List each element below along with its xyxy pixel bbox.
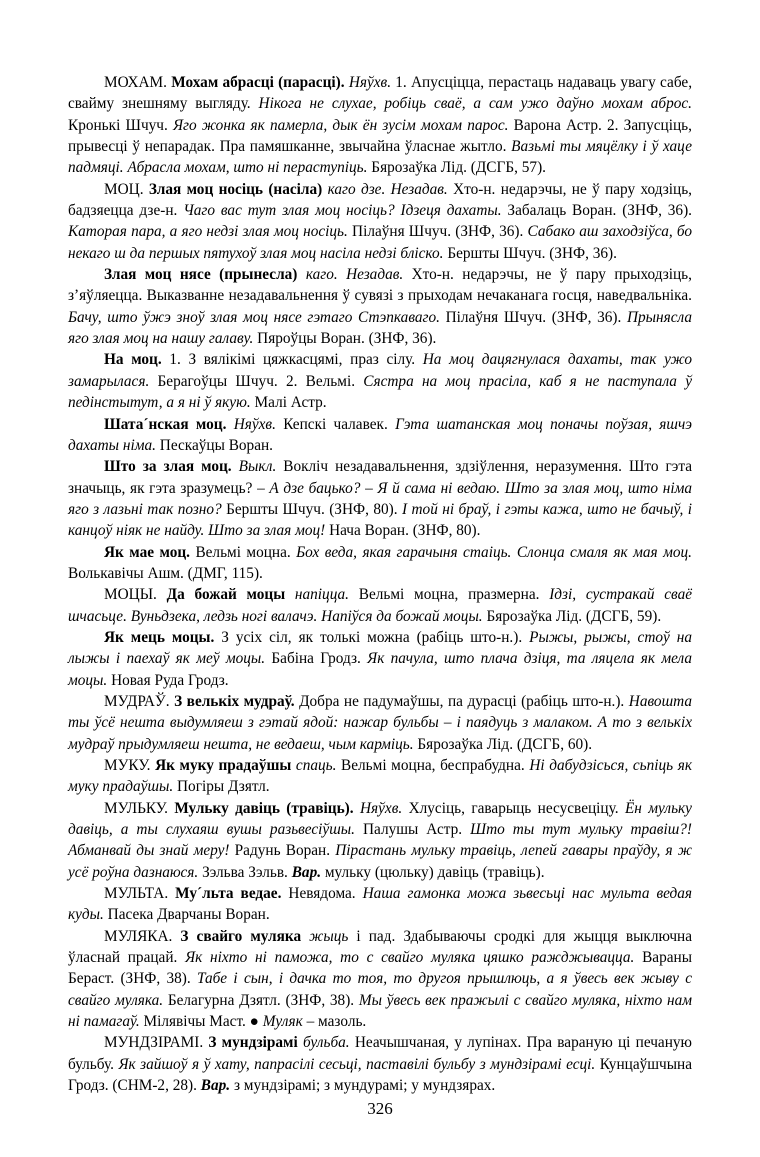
text-segment: Рыжы, рыжы, стоў на лыжы і паехаў як меў моцы. [68, 628, 692, 668]
text-segment: МУЛЬТА. [104, 885, 176, 903]
text-segment: Да божай моцы [166, 586, 295, 604]
text-segment: Яго жонка як памерла, дык ён зусім мохам парос. [172, 116, 514, 134]
dictionary-entry [68, 926, 692, 1033]
text-segment: Вар. [200, 1077, 234, 1095]
text-segment: Пілаўня Шчуч. (ЗНФ, 36). [352, 223, 528, 241]
text-segment: Нікога не слухае, робіць сваё, а сам ужо даўно мохам аброс. [258, 95, 693, 113]
text-segment: МУЛЬКУ. [104, 799, 175, 817]
text-segment: Пірастань мульку травіць, лепей гавары праўду, я ж усё роўна дазнаюся. [68, 842, 693, 881]
text-segment: Як мець моцы. [104, 628, 222, 646]
text-segment: Добра не падумаўшы, па дурасці (рабіць што-н.). [299, 692, 629, 710]
text-segment: З усіх сіл, як толькі можна (рабіць што-н.). [221, 628, 530, 646]
dictionary-entry [68, 584, 692, 627]
text-segment: Бершты Шчуч. (ЗНФ, 36). [447, 244, 617, 262]
text-segment: Наша гамонка можа зьвесьці нас мульта ведая куды. [68, 885, 693, 924]
text-segment: жыць [309, 927, 357, 945]
text-segment: Як ніхто ні паможа, то с свайго муляка цяшко ражджывацца. [185, 949, 643, 967]
text-segment: Белагурна Дзятл. (ЗНФ, 38). [167, 991, 359, 1009]
text-segment: Ні дабудзісься, сьпіць як муку прадаўшы. [68, 757, 692, 796]
text-segment: Сабако аш заходзіўса, бо некаго ш да першых пятухоў злая моц насіла недзі бліско. [68, 223, 692, 262]
text-segment: Чаго вас тут злая моц носіць? Ідзеця дахаты. [183, 202, 508, 220]
text-segment: Му´льта ведае. [175, 885, 289, 903]
text-segment: 1. Апусціцца, перастаць надаваць увагу сабе, свайму знешняму выгляду. [68, 74, 693, 113]
text-segment: МУДРАЎ. [104, 692, 175, 710]
dictionary-entry [68, 798, 692, 883]
text-segment: Няўхв. [233, 415, 284, 433]
text-segment: Вазьмі ты мяцёлку і ў хаце падмяці. Абрасла мохам, што ні пераступіць. [68, 138, 692, 177]
text-segment: І той ні браў, і гэты кажа, што не бачыў, і канцоў ніяк не найду. Што за злая моц! [68, 500, 692, 540]
text-segment: Мульку давіць (травіць). [174, 799, 360, 817]
text-segment: Хлусіць, гаварыць несусвеціцу. [408, 799, 625, 817]
text-segment: Навошта ты ўсё нешта выдумляеш з гэтай ядой: нажар бульбы – і паядуць з малаком. А то з велькіх мудраў прыдумляеш нешта, не ведаеш, чым карміць. [68, 692, 692, 753]
text-segment: Як мае моц. [104, 543, 196, 561]
text-segment: мульку (цюльку) давіць (травіць). [324, 863, 545, 881]
text-block [68, 72, 692, 1097]
text-segment: Палушы Астр. [362, 821, 471, 839]
text-segment: і пад. Здабываючы сродкі для жыцця выключна ўласнай працай. [68, 927, 692, 967]
text-segment: МУНДЗІРАМІ. [104, 1034, 209, 1052]
text-segment: Волькавічы Ашм. (ДМГ, 115). [68, 564, 263, 582]
text-segment: Злая моц нясе (прынесла) [104, 266, 306, 284]
text-segment: – А дзе бацько? – Я й сама ні ведаю. Што за злая моц, што німа яго з лазьні так позно? [68, 479, 693, 518]
text-segment: Бярозаўка Лід. (ДСГБ, 57). [371, 159, 546, 177]
text-segment: Мы ўвесь век пражылі с свайго муляка, ніхто нам ні памагаў. [68, 991, 692, 1031]
text-segment: Берагоўцы Шчуч. 2. Вельмі. [157, 372, 364, 390]
text-segment: З мундзірамі [208, 1034, 303, 1052]
text-segment: Бох веда, якая гарачыня стаіць. Слонца смаля як мая моц. [296, 543, 692, 561]
dictionary-entry [68, 349, 692, 413]
dictionary-entry [68, 264, 692, 349]
text-segment: Бярозаўка Лід. (ДСГБ, 60). [417, 735, 593, 753]
text-segment: МУЛЯКА. [104, 927, 181, 945]
dictionary-entry [68, 542, 692, 585]
text-segment: Хто-н. недарэчы, не ў пару прыходзіць, з’яўляецца. Выказванне незадавальнення ў сувязі з прыходам нечаканага госця, наведвальніка. [68, 266, 692, 305]
text-segment: Погіры Дзятл. [177, 778, 270, 796]
text-segment: Бабіна Гродз. [271, 650, 368, 668]
text-segment: МОЦЫ. [104, 586, 167, 604]
text-segment: Няўхв. [348, 74, 396, 91]
text-segment: 1. З вялікімі цяжкасцямі, праз сілу. [169, 351, 423, 369]
text-segment: Кронькі Шчуч. [68, 116, 173, 134]
text-segment: Пілаўня Шчуч. (ЗНФ, 36). [445, 308, 627, 326]
text-segment: Вельмі моцна, празмерна. [358, 586, 550, 604]
text-segment: На моц дацягнулася дахаты, так ужо замарылася. [68, 351, 692, 390]
text-segment: Вараны Бераст. (ЗНФ, 38). [68, 949, 692, 988]
text-segment: Новая Руда Гродз. [111, 671, 229, 689]
text-segment: Варона Астр. 2. Запусціць, прывесці ў непарадак. Пра памяшканне, звычайна ўласнае жытло. [68, 116, 692, 156]
text-segment: Мохам абрасці (парасці). [171, 74, 349, 91]
text-segment: – мазоль. [306, 1013, 367, 1031]
text-segment: Што за злая моц. [104, 458, 239, 476]
text-segment: Няўхв. [359, 799, 409, 817]
text-segment: Бярозаўка Лід. (ДСГБ, 59). [486, 607, 662, 625]
text-segment: Бершты Шчуч. (ЗНФ, 80). [226, 500, 402, 518]
dictionary-entry [68, 1032, 692, 1096]
text-segment: МОХАМ. [104, 74, 172, 91]
text-segment: З велькіх мудраў. [174, 692, 300, 710]
text-segment: Што ты тут мульку травіш?! Абманвай ды знай меру! [68, 821, 692, 860]
text-segment: Вельмі моцна. [195, 543, 297, 561]
text-segment: Вельмі моцна, беспрабудна. [341, 757, 530, 774]
text-segment: Каторая пара, а яго недзі злая моц носіць. [68, 223, 353, 241]
text-segment: Пяроўцы Воран. (ЗНФ, 36). [257, 330, 437, 348]
dictionary-entry [68, 691, 692, 755]
dictionary-entry [68, 883, 692, 926]
text-segment: Шата´нская моц. [104, 415, 234, 433]
text-segment: з мундзірамі; з мундурамі; у мундзярах. [233, 1077, 496, 1095]
dictionary-entry [68, 72, 692, 179]
text-segment: Як муку прадаўшы [155, 757, 296, 774]
text-segment: Прынясла яго злая моц на нашу галаву. [68, 308, 693, 348]
page-number: 326 [367, 1098, 393, 1118]
text-segment: каго. Незадав. [305, 266, 412, 284]
text-segment: Як пачула, што плача дзіця, та ляцела як мела моцы. [68, 650, 693, 689]
text-segment: Ідзі, сустракай сваё шчасьце. Вуньдзека, ледзь ногі валачэ. Напіўся да божай моцы. [68, 586, 693, 625]
text-segment: Кунцаўшчына Гродз. (СНМ-2, 28). [68, 1055, 692, 1095]
text-segment: Табе і сын, і дачка то тоя, то другоя прышлюць, а я ўвесь век жыву с свайго муляка. [68, 970, 693, 1009]
text-segment: Гэта шатанская моц поначы поўзая, яшчэ дахаты німа. [68, 415, 693, 454]
text-segment: Малі Астр. [254, 394, 327, 412]
text-segment: Нача Воран. (ЗНФ, 80). [329, 522, 481, 540]
text-segment: Неачышчаная, у лупінах. Пра вараную ці печаную бульбу. [68, 1034, 692, 1073]
dictionary-entry [68, 456, 692, 541]
text-segment: Кепскі чалавек. [283, 415, 396, 433]
text-segment: Зэльва Зэльв. [202, 863, 292, 881]
text-segment: Вар. [291, 863, 325, 881]
text-segment: На моц. [104, 351, 170, 369]
text-segment: З свайго муляка [180, 927, 310, 945]
text-segment: Забалаць Воран. (ЗНФ, 36). [507, 202, 692, 220]
text-segment: МОЦ. [104, 180, 149, 198]
text-segment: спаць. [295, 757, 342, 774]
text-segment: Хто-н. недарэчы, не ў пару ходзіць, бадзяецца дзе-н. [68, 180, 693, 220]
text-segment: Сястра на моц прасіла, каб я не паступала ў педінстытут, а я ні ў якую. [68, 372, 692, 412]
dictionary-entry [68, 414, 692, 457]
text-segment: Як зайшоў я ў хату, папрасілі сесьці, паставілі бульбу з мундзірамі есці. [118, 1055, 600, 1073]
text-segment: Муляк [262, 1013, 307, 1031]
text-segment: Выкл. [238, 458, 284, 476]
dictionary-entry [68, 179, 692, 264]
dictionary-entry [68, 627, 692, 691]
text-segment: Злая моц носіць (насіла) [148, 180, 328, 198]
text-segment: Пасека Дварчаны Воран. [107, 906, 270, 924]
text-segment: Мілявічы Маст. ● [143, 1013, 263, 1031]
text-segment: Бачу, што ўжэ зноў злая моц нясе гэтаго Стэпкаваго. [68, 308, 446, 326]
text-segment: Вокліч незадавальнення, здзіўлення, неразумення. Што гэта значыць, як гэта зразумець? [68, 458, 692, 497]
text-segment: Невядома. [288, 885, 363, 903]
text-segment: Пескаўцы Воран. [159, 436, 273, 454]
text-segment: Радунь Воран. [234, 842, 336, 860]
text-segment: бульба. [302, 1034, 355, 1052]
dictionary-entry [68, 755, 692, 798]
text-segment: напіцца. [294, 586, 359, 604]
text-segment: МУКУ. [104, 757, 156, 774]
text-segment: Ён мульку давіць, а ты слухаяш вушы разьвесіўшы. [68, 799, 692, 839]
text-segment: каго дзе. Незадав. [327, 180, 454, 198]
